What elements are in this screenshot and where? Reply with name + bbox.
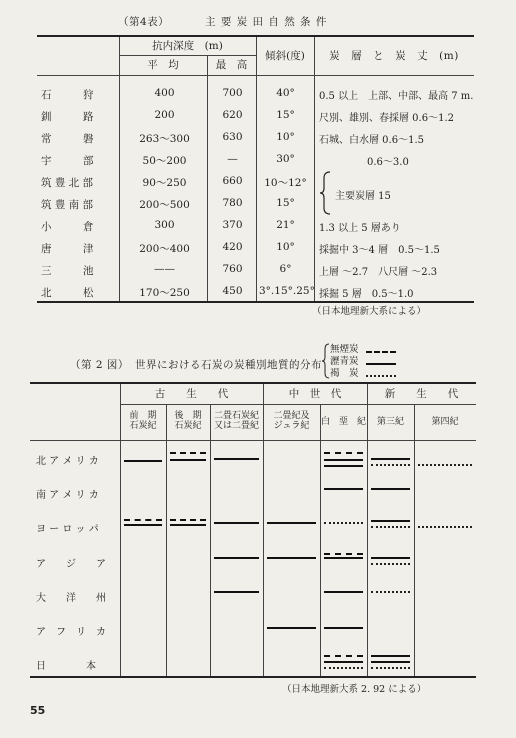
- era-paleozoic: 古 生 代: [154, 388, 229, 400]
- natural-conditions-table: [37, 35, 474, 303]
- coal-range-mark: [170, 519, 206, 521]
- period-header: 前 期 石炭紀: [129, 411, 157, 432]
- max-depth: 370: [222, 219, 243, 231]
- avg-depth: 300: [154, 219, 175, 231]
- incline: 15°: [276, 197, 295, 209]
- max-header: 最 高: [215, 59, 248, 71]
- era-cenozoic: 新 生 代: [384, 388, 459, 400]
- max-depth: 700: [222, 87, 243, 99]
- table-row: [37, 127, 474, 149]
- coal-range-mark: [324, 553, 363, 555]
- period-header: 第四紀: [431, 417, 459, 427]
- coal-distribution-chart: [30, 382, 476, 678]
- table1-source: （日本地理新大系による）: [312, 306, 427, 317]
- avg-depth: 200: [154, 109, 175, 121]
- table-row: [37, 193, 474, 215]
- region-name: 宇 部: [41, 155, 94, 167]
- coal-range-mark: [324, 591, 363, 593]
- max-depth: —: [227, 153, 238, 165]
- region-name: 釧 路: [41, 111, 94, 123]
- coal-range-mark: [371, 458, 410, 460]
- table-row: [37, 281, 474, 303]
- table-row: [37, 83, 474, 105]
- legend-lignite-line: [366, 375, 396, 377]
- region-name: 常 磐: [41, 133, 94, 145]
- avg-depth: 50～200: [142, 155, 187, 167]
- era-mesozoic: 中 世 代: [288, 388, 342, 400]
- depth-header: 抗内深度 (m): [152, 40, 223, 52]
- max-depth: 620: [222, 109, 243, 121]
- coal-range-mark: [371, 661, 410, 663]
- avg-header: 平 均: [147, 59, 179, 71]
- incline: 30°: [276, 153, 295, 165]
- coal-range-mark: [371, 520, 410, 522]
- incline: 10°: [276, 241, 295, 253]
- incline-header: 傾斜(度): [265, 50, 305, 62]
- legend-lignite: 褐 炭: [330, 368, 359, 379]
- avg-depth: 200～400: [139, 243, 190, 255]
- incline: 10°: [276, 131, 295, 143]
- coal-range-mark: [371, 591, 410, 593]
- period-header: 後 期 石炭紀: [174, 411, 202, 432]
- region-name: 北 松: [41, 287, 94, 299]
- legend-anthracite: 無煙炭: [330, 344, 359, 355]
- seam-header: 炭 層 と 炭 丈 (m): [329, 50, 459, 62]
- region-label: 日 本: [36, 661, 96, 673]
- coal-range-mark: [418, 464, 472, 466]
- coal-range-mark: [170, 452, 206, 454]
- legend-brace-icon: [322, 343, 330, 379]
- max-depth: 660: [222, 175, 243, 187]
- seam-desc: 尺別、雄別、春採層 0.6～1.2: [319, 113, 454, 124]
- period-header: 第三紀: [376, 417, 404, 427]
- coal-range-mark: [324, 667, 363, 669]
- seam-desc: 上層 ～2.7 八尺層 ～2.3: [319, 267, 438, 278]
- table-row: [37, 237, 474, 259]
- seam-desc: 石城、白水層 0.6～1.5: [319, 135, 424, 146]
- seam-desc: 0.6～3.0: [367, 157, 409, 168]
- seam-desc: 採掘 5 層 0.5～1.0: [319, 289, 414, 300]
- figure2-caption: 世界における石炭の炭種別地質的分布: [135, 359, 322, 371]
- incline: 6°: [279, 263, 292, 275]
- coal-range-mark: [124, 519, 162, 521]
- coal-range-mark: [214, 591, 259, 593]
- coal-range-mark: [124, 524, 162, 526]
- coal-range-mark: [324, 661, 363, 663]
- seam-desc: 採掘中 3～4 層 0.5～1.5: [319, 245, 440, 256]
- coal-range-mark: [324, 459, 363, 461]
- region-name: 三 池: [41, 265, 94, 277]
- region-name: 石 狩: [41, 89, 94, 101]
- table-row: [37, 259, 474, 281]
- region-label: 北 ア メ リ カ: [36, 456, 99, 467]
- region-name: 筑 豊 南 部: [41, 199, 94, 211]
- max-depth: 760: [222, 263, 243, 275]
- period-header: 二畳紀及 ジュラ紀: [273, 411, 310, 432]
- avg-depth: 263～300: [139, 133, 190, 145]
- region-name: 小 倉: [41, 221, 94, 233]
- incline: 10～12°: [264, 177, 307, 189]
- region-label: ヨ ー ロ ッ パ: [36, 524, 99, 536]
- coal-range-mark: [267, 627, 316, 629]
- table1-caption: 主 要 炭 田 自 然 条 件: [205, 16, 328, 28]
- coal-range-mark: [371, 667, 410, 669]
- incline: 40°: [276, 87, 295, 99]
- coal-range-mark: [371, 488, 410, 490]
- coal-range-mark: [324, 488, 363, 490]
- max-depth: 780: [222, 197, 243, 209]
- avg-depth: ——: [154, 263, 175, 275]
- table-row: [37, 105, 474, 127]
- coal-range-mark: [214, 458, 259, 460]
- incline: 21°: [276, 219, 295, 231]
- table-row: [37, 171, 474, 193]
- max-depth: 450: [222, 285, 243, 297]
- coal-range-mark: [324, 627, 363, 629]
- coal-range-mark: [267, 557, 316, 559]
- seam-desc: 0.5 以上 上部、中部、最高 7 m.: [319, 91, 474, 102]
- legend-anthracite-line: [366, 351, 396, 353]
- region-label: 南 ア メ リ カ: [36, 490, 99, 502]
- region-label: ア ジ ア: [36, 558, 106, 570]
- coal-range-mark: [324, 452, 363, 454]
- coal-range-mark: [371, 526, 410, 528]
- coal-range-mark: [267, 522, 316, 524]
- coal-range-mark: [324, 655, 363, 657]
- incline: 15°: [276, 109, 295, 121]
- coal-range-mark: [324, 557, 363, 559]
- figure2-caption-number: （第 2 図）: [70, 359, 129, 371]
- legend-bituminous: 瀝青炭: [330, 356, 359, 367]
- avg-depth: 400: [154, 87, 175, 99]
- page-number: 55: [30, 704, 46, 717]
- table1-caption-number: （第4表）: [118, 16, 170, 28]
- coal-range-mark: [371, 557, 410, 559]
- avg-depth: 90～250: [142, 177, 187, 189]
- seam-desc: 1.3 以上 5 層あり: [319, 223, 401, 234]
- coal-range-mark: [124, 460, 162, 462]
- region-label: ア フ リ カ: [36, 627, 106, 638]
- region-name: 唐 津: [41, 243, 94, 255]
- region-label: 大 洋 州: [36, 592, 106, 604]
- coal-range-mark: [371, 655, 410, 657]
- coal-range-mark: [214, 522, 259, 524]
- coal-range-mark: [214, 557, 259, 559]
- brace-note: 主要炭層 15: [335, 191, 391, 202]
- period-header: 二畳石炭紀 又は二畳紀: [213, 411, 259, 432]
- avg-depth: 200～500: [139, 199, 190, 211]
- coal-range-mark: [371, 563, 410, 565]
- coal-range-mark: [371, 464, 410, 466]
- table-row: [37, 149, 474, 171]
- incline: 3°.15°.25°: [259, 285, 315, 297]
- figure2-source: （日本地理新大系 2. 92 による）: [282, 684, 427, 695]
- max-depth: 420: [222, 241, 243, 253]
- coal-range-mark: [170, 524, 206, 526]
- coal-range-mark: [418, 526, 472, 528]
- coal-range-mark: [170, 459, 206, 461]
- max-depth: 630: [222, 131, 243, 143]
- coal-range-mark: [324, 522, 363, 524]
- brace-icon: [319, 170, 333, 216]
- avg-depth: 170～250: [139, 287, 190, 299]
- table-row: [37, 215, 474, 237]
- legend-bituminous-line: [366, 363, 396, 365]
- region-name: 筑 豊 北 部: [41, 177, 94, 189]
- period-header: 白 堊 紀: [320, 417, 366, 427]
- coal-range-mark: [324, 465, 363, 467]
